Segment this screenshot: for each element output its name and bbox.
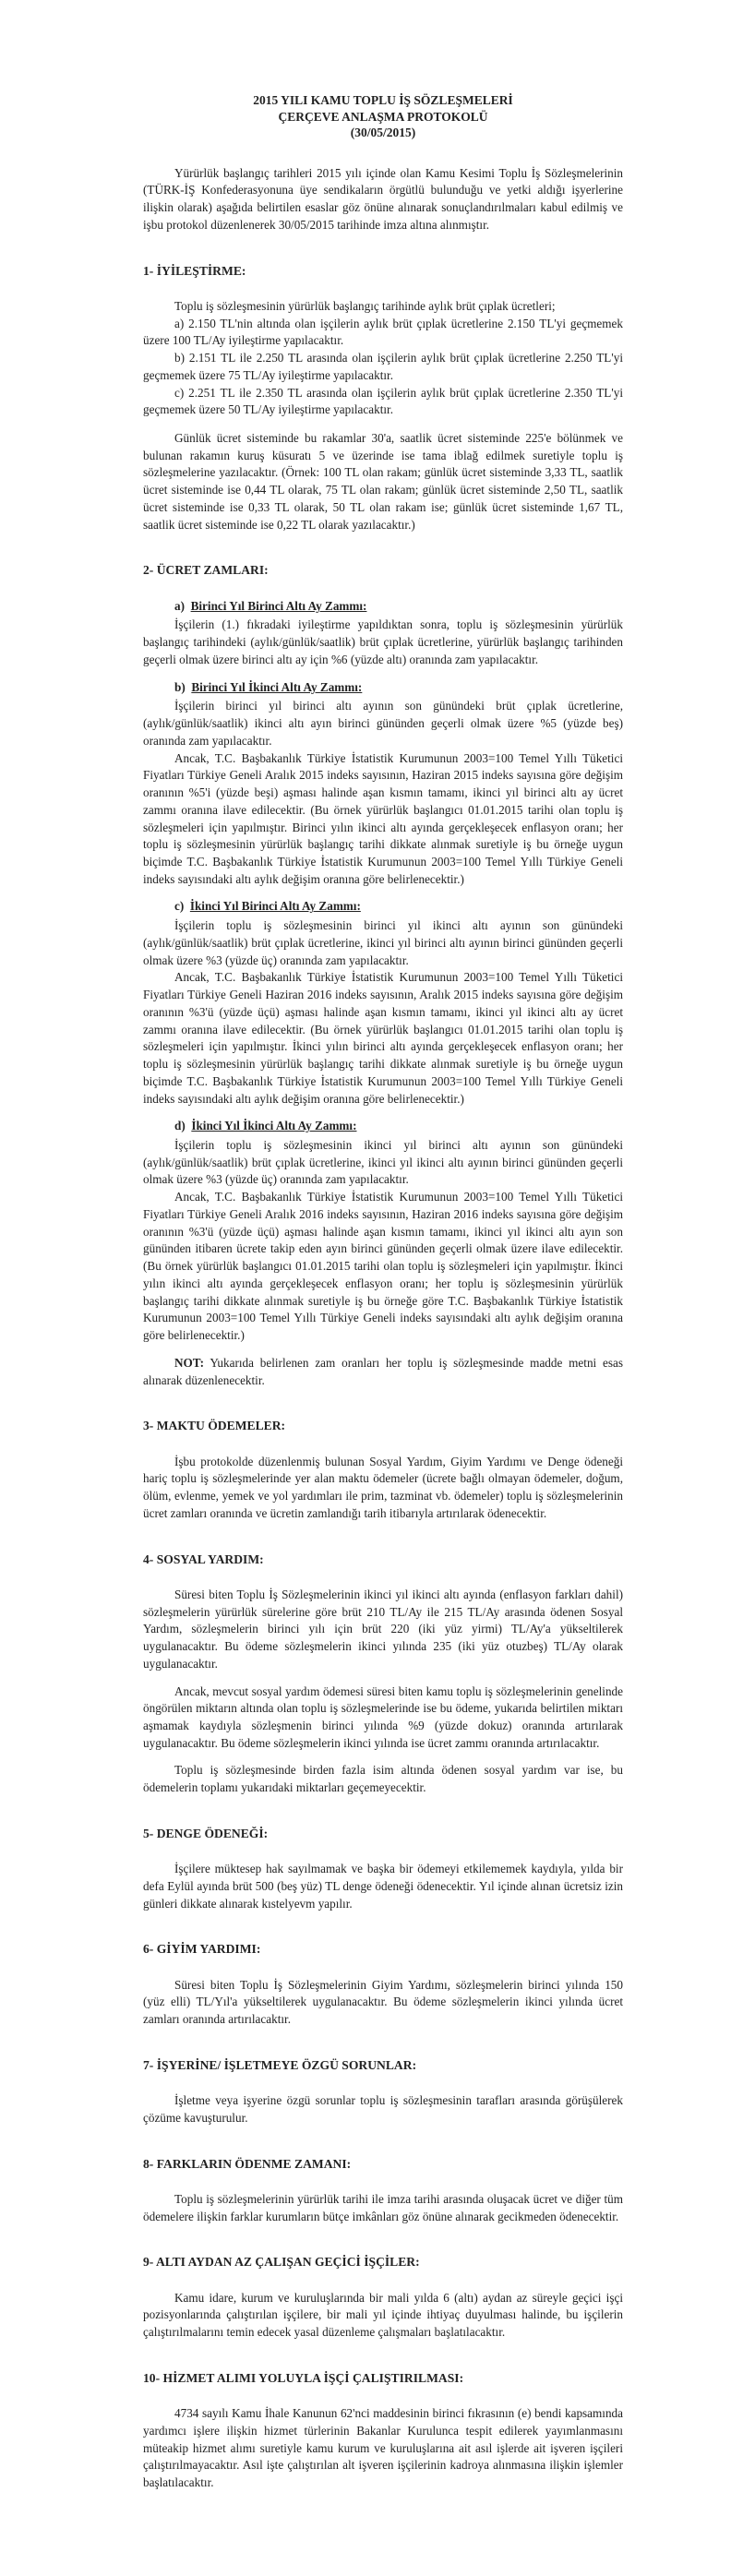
- section-2a-text: İşçilerin (1.) fıkradaki iyileştirme yapıldıktan sonra, toplu iş sözleşmesinin yürürlük başlangıç tarihindeki (aylık/günlük/saatlik) brüt çıplak ücretlerine, yürürlük başlangıç tarihinden geçerli olmak üzere birinci altı ay için %6 (yüzde altı) oranında zam yapılacaktır.: [143, 617, 623, 666]
- note-label: NOT:: [174, 1355, 204, 1370]
- section-4-paragraph-3: Toplu iş sözleşmesinde birden fazla isim altında ödenen sosyal yardım var ise, bu ödemelerin toplamı yukarıdaki miktarları geçemeyecektir.: [143, 1763, 623, 1795]
- section-2c-title: İkinci Yıl Birinci Altı Ay Zammı:: [189, 899, 361, 914]
- section-1-item-c: c) 2.251 TL ile 2.350 TL arasında olan işçilerin aylık brüt çıplak ücretlerine 2.350 TL'yi geçmemek üzere 50 TL/Ay iyileştirme yapılacaktır.: [143, 385, 623, 417]
- section-3-paragraph: İşbu protokolde düzenlenmiş bulunan Sosyal Yardım, Giyim Yardımı ve Denge ödeneği hariç toplu iş sözleşmelerinde yer alan maktu ödemeler (ücrete bağlı olmayan ödemeler, doğum, ölüm, evlenme, yemek ve yol yardımları ile prim, tazminat vb. ödemeler) toplu iş sözleşmelerinin ücret zamları oranında ve ücretin zamlandığı tarih itibarıyla artırılarak ödenecektir.: [143, 1454, 623, 1520]
- title-line-3: (30/05/2015): [350, 126, 416, 140]
- intro-paragraph: Yürürlük başlangıç tarihleri 2015 yılı içinde olan Kamu Kesimi Toplu İş Sözleşmelerinin (TÜRK-İŞ Konfederasyonuna üye sendikaların örgütlü bulunduğu ve yetki aldığı işyerlerine ilişkin olarak) aşağıda belirtilen esaslar göz önüne alınarak sonuçlandırılmaları kabul edilmiş ve işbu protokol düzenlenerek 30/05/2015 tarihinde imza altına alınmıştır.: [143, 165, 623, 232]
- section-2d-text-2: Ancak, T.C. Başbakanlık Türkiye İstatistik Kurumunun 2003=100 Temel Yıllı Tüketici Fiyatları Türkiye Geneli Aralık 2016 indeks sayısının, Haziran 2016 indeks sayısına göre değişim oranının %3'ü (yüzde üçü) aşması halinde aşan kısmın tamamı, ikinci yıl ikinci altı ayın son gününden itibaren ücrete takip eden ayın birinci gününden geçerli olmak üzere ilave edilecektir. (Bu örnek yürürlük başlangıcı 01.01.2015 tarihi olan toplu iş sözleşmeleri için yapılmıştır. İkinci yılın ikinci altı ayında gerçekleşecek enflasyon oranı; her toplu iş sözleşmesinin yürürlük başlangıç tarihi dikkate alınmak suretiyle iş bu örneğe göre T.C. Başbakanlık Türkiye İstatistik Kurumunun 2003=100 Temel Yıllı Türkiye Geneli indeks sayısındaki altı aylık değişim oranına göre belirlenecektir.): [143, 1190, 623, 1343]
- section-2-note: [143, 1355, 623, 1389]
- section-6-paragraph: Süresi biten Toplu İş Sözleşmelerinin Giyim Yardımı, sözleşmelerin birinci yılında 150 (yüz elli) TL/Yıl'a yükseltilerek uygulanacaktır. Bu ödeme sözleşmelerin ikinci yılında ücret zamları oranında artırılacaktır.: [143, 1977, 623, 2027]
- section-2d-label: d): [174, 1119, 186, 1133]
- section-7-heading: 7- İŞYERİNE/ İŞLETMEYE ÖZGÜ SORUNLAR:: [143, 2057, 417, 2072]
- section-2a-title: Birinci Yıl Birinci Altı Ay Zammı:: [190, 598, 367, 613]
- section-4-paragraph-2: Ancak, mevcut sosyal yardım ödemesi süresi biten kamu toplu iş sözleşmelerinin genelinde öngörülen miktarın altında olan toplu iş sözleşmelerinde ise bu ödeme, yukarıda belirtilen miktarı aşmamak kaydıyla sözleşmenin birinci yılında %9 (yüzde dokuz) oranında artırılarak uygulanacaktır. Bu ödeme sözleşmelerin ikinci yılında ise ücret zammı oranında artırılacaktır.: [143, 1683, 623, 1750]
- section-2b-text-2: Ancak, T.C. Başbakanlık Türkiye İstatistik Kurumunun 2003=100 Temel Yıllı Tüketici Fiyatları Türkiye Geneli Aralık 2015 indeks sayısının, Haziran 2015 indeks sayısına göre değişim oranının %5'i (yüzde beşi) aşması halinde aşan kısmın tamamı, ikinci yıl birinci altı ay ücret zammı oranına ilave edilecektir. (Bu örnek yürürlük başlangıcı 01.01.2015 tarihi olan toplu iş sözleşmeleri için yapılmıştır. Birinci yılın ikinci altı ayında gerçekleşecek enflasyon oranı; her toplu iş sözleşmesinin yürürlük başlangıç tarihi dikkate alınmak suretiyle iş bu örneğe uygun biçimde T.C. Başbakanlık Türkiye İstatistik Kurumunun 2003=100 Temel Yıllı Türkiye Geneli indeks sayısındaki altı aylık değişim oranına göre belirlenecektir.): [143, 750, 623, 886]
- section-1-list: [143, 298, 623, 419]
- section-4-paragraph-1: Süresi biten Toplu İş Sözleşmelerinin ikinci yıl ikinci altı ayında (enflasyon farkları dahil) sözleşmelerin yürürlük sürelerine göre brüt 210 TL/Ay ile 215 TL/Ay arasında ödenen Sosyal Yardım, sözleşmelerin birinci yılı için brüt 220 (iki yüz yirmi) TL/Ay'a yükseltilerek uygulanacaktır. Bu ödeme sözleşmelerin ikinci yılında 235 (iki yüz otuzbeş) TL/Ay olarak uygulanacaktır.: [143, 1587, 623, 1671]
- section-2b-text-1: İşçilerin birinci yıl birinci altı ayının son günündeki brüt çıplak ücretlerine, (aylık/günlük/saatlik) ikinci altı ayın birinci gününden geçerli olmak üzere %5 (yüzde beş) oranında zam yapılacaktır.: [143, 699, 623, 748]
- section-9-heading: 9- ALTI AYDAN AZ ÇALIŞAN GEÇİCİ İŞÇİLER:: [143, 2255, 420, 2270]
- title-line-1: 2015 YILI KAMU TOPLU İŞ SÖZLEŞMELERİ: [253, 93, 513, 107]
- section-5-paragraph: İşçilere müktesep hak sayılmamak ve başka bir ödemeyi etkilememek kaydıyla, yılda bir defa Eylül ayında brüt 500 (beş yüz) TL denge ödeneği ödenecektir. Yıl içinde alınan ücretsiz izin günleri dikkate alınarak kıstelyevm yapılır.: [143, 1862, 623, 1911]
- section-2d-text-1: İşçilerin toplu iş sözleşmesinin ikinci yıl birinci altı ayının son günündeki (aylık/günlük/saatlik) brüt çıplak ücretlerine, ikinci yıl ikinci altı ayının birinci gününden geçerli olmak üzere %3 (yüzde üç) oranında zam yapılacaktır.: [143, 1138, 623, 1187]
- section-1-item-b: b) 2.151 TL ile 2.250 TL arasında olan işçilerin aylık brüt çıplak ücretlerine 2.250 TL'yi geçmemek üzere 75 TL/Ay iyileştirme yapılacaktır.: [143, 351, 623, 382]
- section-2c-label: c): [174, 899, 185, 914]
- section-4-heading: 4- SOSYAL YARDIM:: [143, 1552, 264, 1566]
- title-line-2: ÇERÇEVE ANLAŞMA PROTOKOLÜ: [278, 109, 488, 124]
- section-3-heading: 3- MAKTU ÖDEMELER:: [143, 1419, 286, 1433]
- section-1-paragraph-2: Günlük ücret sisteminde bu rakamlar 30'a, saatlik ücret sisteminde 225'e bölünmek ve bulunan rakamın kuruş küsuratı 5 ve üzerinde ise tama iblağ edilmek suretiyle toplu iş sözleşmelerine yazılacaktır. (Örnek: 100 TL olan rakam; günlük ücret sisteminde 3,33 TL, saatlik ücret sisteminde ise 0,44 TL olarak, 75 TL olan rakam; günlük ücret sisteminde 2,50 TL, saatlik ücret sisteminde ise 0,33 TL olarak, 50 TL olan rakam ise; günlük ücret sisteminde 1,67 TL, saatlik ücret sisteminde ise 0,22 TL olarak yazılacaktır.): [143, 431, 623, 532]
- section-8-paragraph: Toplu iş sözleşmelerinin yürürlük tarihi ile imza tarihi arasında oluşacak ücret ve diğer tüm ödemelere ilişkin farklar kurumların bütçe imkânları göz önüne alınarak gecikmeden ödenecektir.: [143, 2191, 623, 2223]
- section-2c-text-1: İşçilerin toplu iş sözleşmesinin birinci yıl ikinci altı ayının son günündeki (aylık/günlük/saatlik) brüt çıplak ücretlerine, ikinci yıl birinci altı ayının birinci gününden geçerli olmak üzere %3 (yüzde üç) oranında zam yapılacaktır.: [143, 918, 623, 967]
- section-2b-heading: [143, 679, 623, 697]
- section-2a-label: a): [174, 598, 185, 613]
- section-2-heading: 2- ÜCRET ZAMLARI:: [143, 563, 269, 578]
- section-1-lead: Toplu iş sözleşmesinin yürürlük başlangıç tarihinde aylık brüt çıplak ücretleri;: [174, 298, 556, 313]
- section-2b-title: Birinci Yıl İkinci Altı Ay Zammı:: [191, 679, 363, 694]
- section-8-heading: 8- FARKLARIN ÖDENME ZAMANI:: [143, 2156, 352, 2171]
- section-10-heading: 10- HİZMET ALIMI YOLUYLA İŞÇİ ÇALIŞTIRILMASI:: [143, 2370, 464, 2385]
- section-9-paragraph: Kamu idare, kurum ve kuruluşlarında bir mali yılda 6 (altı) aydan az süreyle geçici işçi pozisyonlarında çalıştırılan işçilere, bir mali yıl içinde ihtiyaç duyulması halinde, bu işçilerin çalıştırılmalarını temin edecek yasal düzenleme çalışmaları başlatılacaktır.: [143, 2290, 623, 2340]
- section-6-heading: 6- GİYİM YARDIMI:: [143, 1942, 261, 1957]
- document-body: [143, 92, 623, 2502]
- section-2c-text-2: Ancak, T.C. Başbakanlık Türkiye İstatistik Kurumunun 2003=100 Temel Yıllı Tüketici Fiyatları Türkiye Geneli Haziran 2016 indeks sayısının, Aralık 2015 indeks sayısına göre değişim oranının %3'ü (yüzde üçü) aşması halinde aşan kısmın tamamı, ikinci yıl ikinci altı ay ücret zammı oranına ilave edilecektir. (Bu örnek yürürlük başlangıcı 01.01.2015 tarihi olan toplu iş sözleşmeleri için yapılmıştır. İkinci yılın birinci altı ayında gerçekleşecek enflasyon oranı; her toplu iş sözleşmesinin yürürlük başlangıç tarihi dikkate alınmak suretiyle iş bu örneğe uygun biçimde T.C. Başbakanlık Türkiye İstatistik Kurumunun 2003=100 Temel Yıllı Türkiye Geneli indeks sayısındaki altı aylık değişim oranına göre belirlenecektir.): [143, 970, 623, 1106]
- section-5-heading: 5- DENGE ÖDENEĞİ:: [143, 1826, 269, 1840]
- section-1-item-a: a) 2.150 TL'nin altında olan işçilerin aylık brüt çıplak ücretlerine 2.150 TL'yi geçmemek üzere 100 TL/Ay iyileştirme yapılacaktır.: [143, 316, 623, 348]
- section-2d-title: İkinci Yıl İkinci Altı Ay Zammı:: [191, 1119, 357, 1133]
- note-text: Yukarıda belirlenen zam oranları her toplu iş sözleşmesinde madde metni esas alınarak düzenlenecektir.: [143, 1355, 623, 1387]
- section-2c-heading: [143, 898, 623, 916]
- section-2b-label: b): [174, 679, 186, 694]
- document-title: [143, 92, 623, 141]
- section-1-heading: 1- İYİLEŞTİRME:: [143, 263, 246, 278]
- section-7-paragraph: İşletme veya işyerine özgü sorunlar toplu iş sözleşmesinin tarafları arasında görüşülerek çözüme kavuşturulur.: [143, 2093, 623, 2125]
- section-2a-heading: [143, 598, 623, 616]
- section-10-paragraph: 4734 sayılı Kamu İhale Kanunun 62'nci maddesinin birinci fıkrasının (e) bendi kapsamında yardımcı işlere ilişkin hizmet türlerinin Bakanlar Kurulunca tespit edilerek yayımlanmasını müteakip hizmet alımı suretiyle kamu kurum ve kuruluşlarına ait asıl işlerde ait işveren işçileri çalıştırılmayacaktır. Asıl işte çalıştırılan alt işveren işçilerinin kadroya alınmasına ilişkin işlemler başlatılacaktır.: [143, 2406, 623, 2490]
- section-2d-heading: [143, 1118, 623, 1135]
